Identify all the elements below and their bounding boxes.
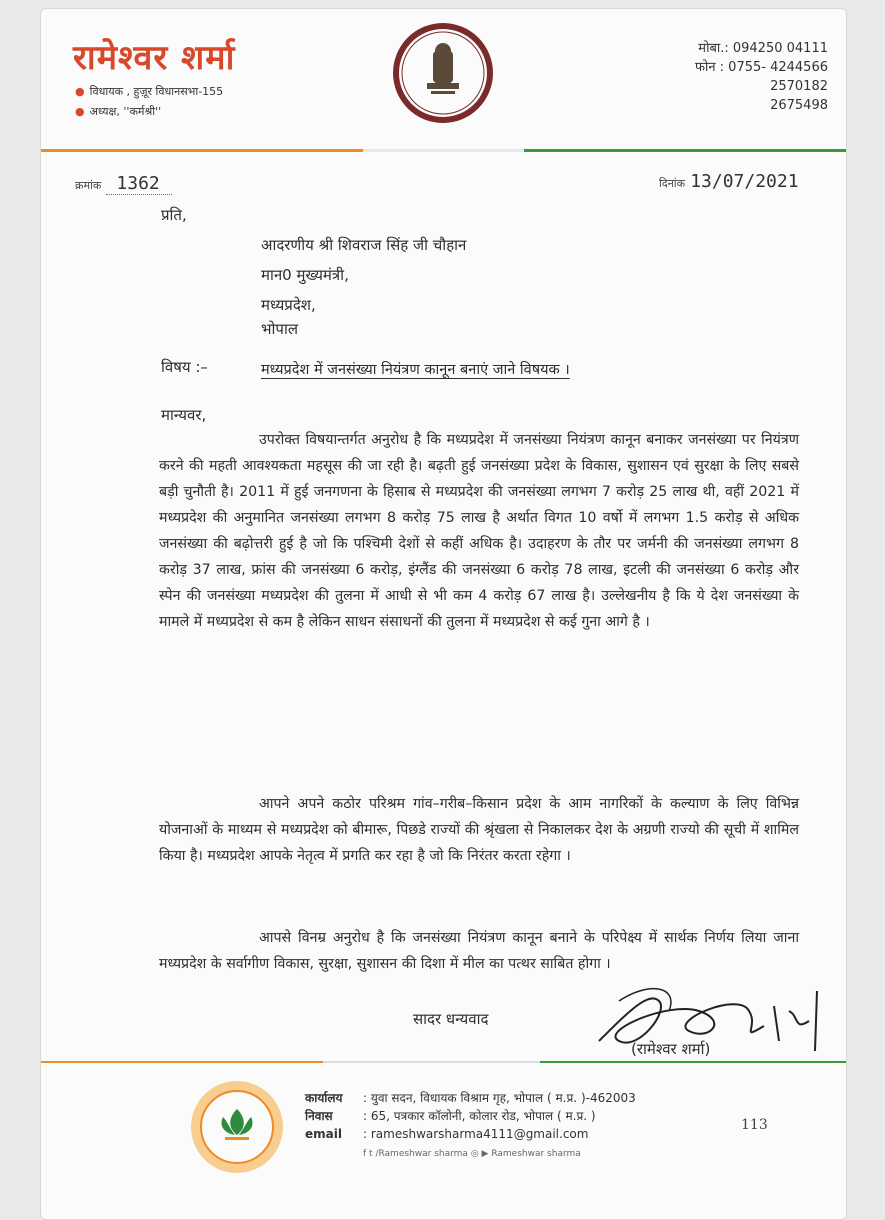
footer-divider [41,1061,846,1063]
emblem-seal [391,21,495,125]
salutation: मान्यवर, [161,406,207,424]
letter-date: दिनांक 13/07/2021 [659,171,799,192]
phone-number-3: 2675498 [770,98,828,113]
twitter-icon: t [369,1149,373,1159]
facebook-icon: f [363,1149,367,1159]
office-address: कार्यालय : युवा सदन, विधायक विश्राम गृह, भोपाल ( म.प्र. )-462003 [305,1091,636,1105]
addressee-state: मध्यप्रदेश, [261,296,316,314]
addressee-title: मान0 मुख्यमंत्री, [261,266,349,284]
addressee-name: आदरणीय श्री शिवराज सिंह जी चौहान [261,236,467,254]
page-mark: 113 [741,1117,768,1133]
position-line: ● अध्यक्ष, ''कर्मश्री'' [75,105,162,118]
phone-number-2: 2570182 [770,79,828,94]
contact-numbers [695,39,828,115]
body-paragraph-3: आपसे विनम्र अनुरोध है कि जनसंख्या नियंत्रण कानून बनाने के परिपेक्ष्य में सार्थक निर्णय लिया जाना मध्यप्रदेश के सर्वागीण विकास, सुरक्षा, सुशासन की दिशा में मील का पत्थर साबित होगा । [159,930,799,972]
youtube-icon: ▶ [481,1149,489,1159]
signatory-name: (रामेश्वर शर्मा) [631,1040,711,1058]
landline-number: फोन : 0755- 4244566 [694,60,828,75]
subject-text: मध्यप्रदेश में जनसंख्या नियंत्रण कानून बनाएं जाने विषयक । [261,362,570,378]
address-to: प्रति, [161,206,187,224]
addressee-city: भोपाल [261,320,299,338]
letterhead-name: रामेश्वर शर्मा [73,38,236,78]
instagram-icon: ◎ [470,1149,479,1159]
subject-label: विषय :– [161,358,208,376]
mobile-number: मोबा.: 094250 04111 [698,41,828,56]
party-logo [189,1079,289,1179]
body-paragraph-2: आपने अपने कठोर परिश्रम गांव–गरीब–किसान प्रदेश के आम नागरिकों के कल्याण के लिए विभिन्न योजनाओं के माध्यम से मध्यप्रदेश को बीमारू, पिछडे राज्यों की श्रृंखला से निकालकर देश के अग्रणी राज्यो की सूची में शामिल किया है। मध्यप्रदेश आपके नेतृत्व में प्रगति कर रहा है जो कि निरंतर करता रहेगा । [159,796,799,864]
closing-thanks: सादर धन्यवाद [413,1010,489,1028]
footer-contact [305,1089,636,1163]
social-handles: f t /Rameshwar sharma ◎ ▶ Rameshwar sharma [363,1149,581,1159]
reference-number: क्रमांक 1362 [75,173,172,194]
residence-address: निवास : 65, पत्रकार कॉलोनी, कोलार रोड, भोपाल ( म.प्र. ) [305,1109,596,1123]
body-paragraph-1: उपरोक्त विषयान्तर्गत अनुरोध है कि मध्यप्रदेश में जनसंख्या नियंत्रण कानून बनाकर जनसंख्या पर नियंत्रण करने की महती आवश्यकता महसूस की जा रही है। बढ़ती हुई जनसंख्या प्रदेश के विकास, सुशासन एवं सुरक्षा के लिए सबसे बड़ी चुनौती है। 2011 में हुई जनगणना के हिसाब से मध्यप्रदेश की जनसंख्या लगभग 7 करोड़ 25 लाख थी, वहीं 2021 में मध्यप्रदेश की अनुमानित जनसंख्या लगभग 8 करोड़ 75 लाख है अर्थात विगत 10 वर्षो में लगभग 1.5 करोड़ से अधिक जनसंख्या की बढ़ोत्तरी हुई है जो कि पश्चिमी देशों से कहीं अधिक है। उदाहरण के तौर पर जर्मनी की जनसंख्या लगभग 8 करोड़ 37 लाख, फ्रांस की जनसंख्या 6 करोड़, इंग्लैंड की जनसंख्या 6 करोड़ 78 लाख, इटली की जनसंख्या 6 करोड़ और स्पेन की जनसंख्या मध्यप्रदेश की तुलना में आधी से भी कम 4 करोड़ 67 लाख है। उल्लेखनीय है कि ये देश जनसंख्या के मामले में मध्यप्रदेश से कम है लेकिन साधन संसाधनों की तुलना में मध्यप्रदेश से कई गुना आगे है । [159,432,799,630]
header-divider [41,149,846,152]
designation-line: ● विधायक , हुज़ूर विधानसभा-155 [75,85,224,98]
letter-sheet [40,8,847,1220]
signature [589,971,829,1081]
email-address: email : rameshwarsharma4111@gmail.com [305,1127,589,1141]
